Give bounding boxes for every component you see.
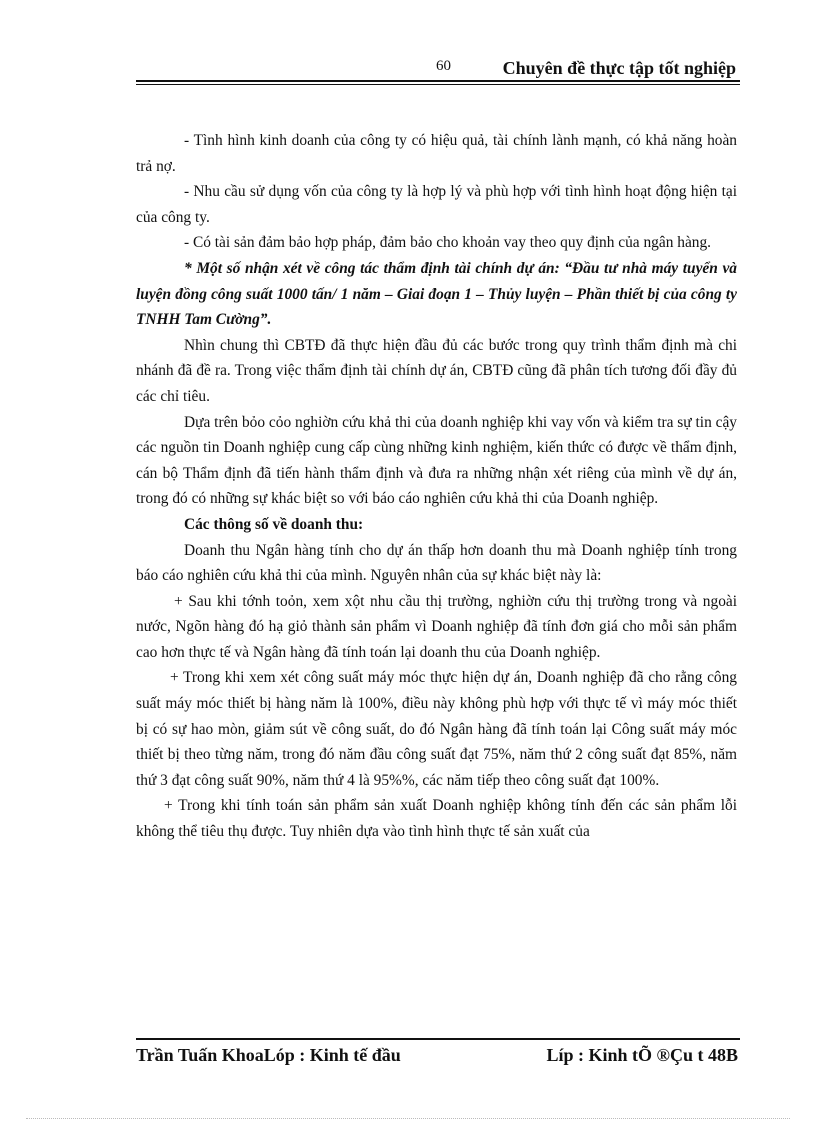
paragraph: + Sau khi tớnh toỏn, xem xột nhu cầu thị trường, nghiờn cứu thị trường trong và ngoài nước, Ngõn hàng đó hạ giỏ thành sản phẩm vì Doanh nghiệp đã tính đơn giá cho mỗi sản phẩm cao hơn thực tế và Ngân hàng đã tính toán lại doanh thu của Doanh nghiệp. [136,592,737,661]
footer-rule [136,1038,740,1040]
document-body [136,128,737,845]
footer-author: Trần Tuấn KhoaLóp : Kinh tế đầu [136,1045,401,1065]
paragraph: + Trong khi tính toán sản phẩm sản xuất Doanh nghiệp không tính đến các sản phẩm lỗi không thể tiêu thụ được. Tuy nhiên dựa vào tình hình thực tế sản xuất của [136,797,737,841]
header-rule-thin [136,84,740,85]
page-number: 60 [436,58,451,74]
paragraph: Dựa trên bỏo cỏo nghiờn cứu khả thi của doanh nghiệp khi vay vốn và kiểm tra sự tin cậy các nguồn tin Doanh nghiệp cung cấp cùng những kinh nghiệm, kiến thức có được về thẩm định, cán bộ Thẩm định đã tiến hành thẩm định và đưa ra những nhận xét riêng của mình về dự án, trong đó có những sự khác biệt so với báo cáo nghiên cứu khả thi của Doanh nghiệp. [136,413,737,508]
header-rule-thick [136,80,740,82]
page-header [136,56,740,82]
header-title: Chuyên đề thực tập tốt nghiệp [502,58,736,78]
paragraph: Doanh thu Ngân hàng tính cho dự án thấp hơn doanh thu mà Doanh nghiệp tính trong báo cáo nghiên cứu khả thi của mình. Nguyên nhân của sự khác biệt này là: [136,541,737,585]
paragraph: - Nhu cầu sử dụng vốn của công ty là hợp lý và phù hợp với tình hình hoạt động hiện tại của công ty. [136,183,737,226]
paragraph: - Có tài sản đảm bảo hợp pháp, đảm bảo cho khoản vay theo quy định của ngân hàng. [184,234,712,252]
section-heading: Các thông số về doanh thu: [184,515,364,533]
paragraph: - Tình hình kinh doanh của công ty có hiệu quả, tài chính lành mạnh, có khả năng hoàn trả nợ. [136,132,737,175]
paragraph: Nhìn chung thì CBTĐ đã thực hiện đầu đủ các bước trong quy trình thẩm định mà chi nhánh đã đề ra. Trong việc thẩm định tài chính dự án, CBTĐ cũng đã phân tích tương đối đầy đủ các chỉ tiêu. [136,336,737,405]
footer-class: Líp : Kinh tÕ ®Çu t 48B [546,1045,738,1065]
section-heading-italic: * Một số nhận xét về công tác thẩm định tài chính dự án: “Đầu tư nhà máy tuyển và luyện đồng công suất 1000 tấn/ 1 năm – Giai đoạn 1 – Thủy luyện – Phần thiết bị của công ty TNHH Tam Cường”. [136,259,737,329]
page-bottom-dotted-line [26,1118,790,1119]
paragraph: + Trong khi xem xét công suất máy móc thực hiện dự án, Doanh nghiệp đã cho rằng công suất máy móc thiết bị hàng năm là 100%, điều này không phù hợp với thực tế vì máy móc thiết bị có sự hao mòn, giảm sút về công suất, do đó Ngân hàng đã tính toán lại Công suất máy móc thiết bị theo từng năm, trong đó năm đầu công suất đạt 75%, năm thứ 2 công suất đạt 85%, năm thứ 3 đạt công suất 90%, năm thứ 4 là 95%%, các năm tiếp theo công suất đạt 100%. [136,669,737,789]
